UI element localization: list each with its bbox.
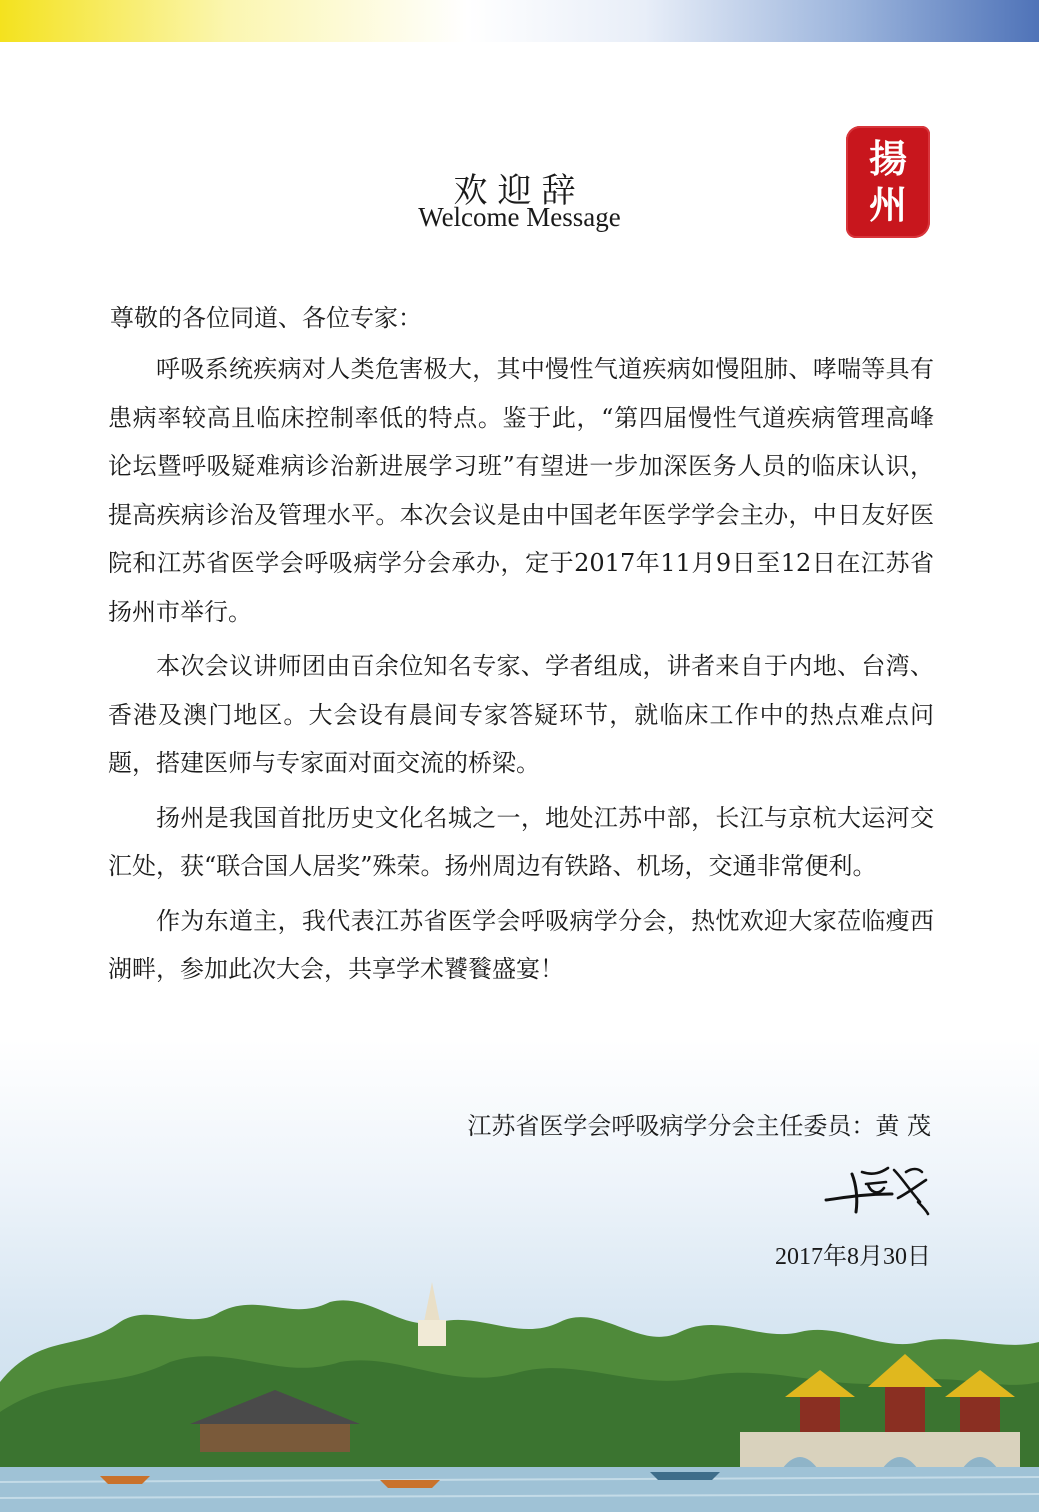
- paragraph-2: 本次会议讲师团由百余位知名专家、学者组成，讲者来自于内地、台湾、香港及澳门地区。大会设有晨间专家答疑环节，就临床工作中的热点难点问题，搭建医师与专家面对面交流的桥梁。: [108, 652, 934, 777]
- title-chinese: 欢迎辞: [453, 171, 586, 211]
- slender-west-lake-scenery: [0, 1262, 1039, 1512]
- signatory-title: 江苏省医学会呼吸病学分会主任委员：黄 茂: [467, 1112, 931, 1140]
- paragraph-3: 扬州是我国首批历史文化名城之一，地处江苏中部，长江与京杭大运河交汇处，获“联合国人居奖”殊荣。扬州周边有铁路、机场，交通非常便利。: [108, 803, 934, 880]
- paragraph-4: 作为东道主，我代表江苏省医学会呼吸病学分会，热忱欢迎大家莅临瘦西湖畔，参加此次大会，共享学术饕餮盛宴！: [108, 906, 934, 983]
- top-gradient-band: [0, 0, 1039, 42]
- salutation: 尊敬的各位同道、各位专家：: [110, 304, 422, 332]
- handwritten-signature: [822, 1158, 932, 1218]
- paragraph-1: 呼吸系统疾病对人类危害极大，其中慢性气道疾病如慢阻肺、哮喘等具有患病率较高且临床控制率低的特点。鉴于此，“第四届慢性气道疾病管理高峰论坛暨呼吸疑难病诊治新进展学习班”有望进一步加深医务人员的临床认识，提高疾病诊治及管理水平。本次会议是由中国老年医学学会主办，中日友好医院和江苏省医学会呼吸病学分会承办，定于2017年11月9日至12日在江苏省扬州市举行。: [108, 355, 934, 626]
- seal-char-2: 州: [868, 182, 907, 227]
- title-english: Welcome Message: [418, 202, 621, 232]
- seal-char-1: 揚: [868, 136, 907, 181]
- letter-date: 2017年8月30日: [775, 1244, 931, 1270]
- letter-body: [108, 345, 934, 1000]
